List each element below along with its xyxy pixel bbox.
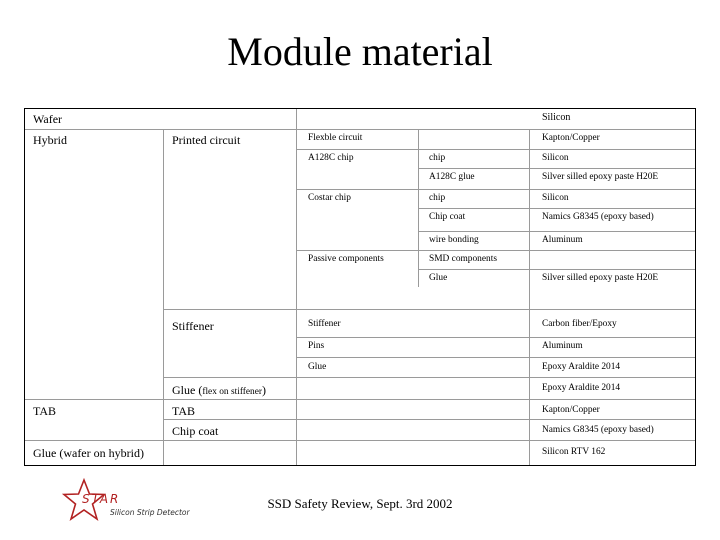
glue-flex-suffix: ) bbox=[262, 383, 267, 397]
glue-wafer-material: Silicon RTV 162 bbox=[542, 447, 606, 457]
table-divider bbox=[296, 149, 695, 150]
smd-components-label: SMD components bbox=[429, 254, 497, 264]
table-divider bbox=[296, 357, 695, 358]
glue-material: Silver silled epoxy paste H20E bbox=[542, 273, 659, 283]
table-divider bbox=[25, 399, 695, 400]
a128c-chip-material: Silicon bbox=[542, 153, 569, 163]
table-divider bbox=[25, 440, 695, 441]
a128c-glue-material: Silver silled epoxy paste H20E bbox=[542, 172, 659, 182]
glue-flex-label bbox=[172, 383, 266, 398]
pins-material: Aluminum bbox=[542, 341, 583, 351]
printed-circuit-label: Printed circuit bbox=[172, 133, 241, 147]
stiffener-label: Stiffener bbox=[172, 319, 214, 333]
star-logo bbox=[62, 478, 212, 524]
flexible-circuit-material: Kapton/Copper bbox=[542, 133, 600, 143]
table-divider bbox=[296, 109, 297, 465]
wire-bonding-material: Aluminum bbox=[542, 235, 583, 245]
page-title: Module material bbox=[227, 29, 493, 74]
a128c-chip-sub: chip bbox=[429, 153, 446, 163]
glue-flex-prefix: Glue ( bbox=[172, 383, 203, 397]
tab-sub-label: TAB bbox=[172, 404, 196, 418]
glue-flex-material: Epoxy Araldite 2014 bbox=[542, 383, 621, 393]
table-divider bbox=[163, 377, 695, 378]
tab-material: Kapton/Copper bbox=[542, 405, 600, 415]
stiffener-sub-label: Stiffener bbox=[308, 319, 341, 329]
flexible-circuit-label: Flexble circuit bbox=[308, 133, 363, 143]
logo-subtitle: Silicon Strip Detector bbox=[110, 508, 190, 517]
tab-label: TAB bbox=[33, 404, 57, 418]
table-divider bbox=[418, 269, 695, 270]
costar-chip-label: Costar chip bbox=[308, 193, 351, 203]
chip-coat-label: Chip coat bbox=[429, 212, 466, 222]
table-divider bbox=[296, 337, 695, 338]
glue-flex-inner: flex on stiffener bbox=[202, 387, 263, 397]
hybrid-label: Hybrid bbox=[33, 133, 67, 147]
footer-text: SSD Safety Review, Sept. 3rd 2002 bbox=[267, 496, 453, 511]
table-divider bbox=[163, 419, 695, 420]
wafer-label: Wafer bbox=[33, 112, 63, 126]
table-divider bbox=[163, 309, 695, 310]
passive-components-label: Passive components bbox=[308, 254, 384, 264]
table-divider bbox=[296, 189, 695, 190]
stiffener-material: Carbon fiber/Epoxy bbox=[542, 319, 617, 329]
chip-coat-material: Namics G8345 (epoxy based) bbox=[542, 212, 654, 222]
pins-label: Pins bbox=[308, 341, 325, 351]
stiffener-glue-label: Glue bbox=[308, 362, 327, 372]
logo-word: STAR bbox=[82, 492, 121, 506]
table-divider bbox=[163, 130, 164, 465]
costar-chip-material: Silicon bbox=[542, 193, 569, 203]
table-divider bbox=[25, 129, 695, 130]
a128c-chip-label: A128C chip bbox=[308, 153, 354, 163]
table-divider bbox=[529, 130, 530, 465]
stiffener-glue-material: Epoxy Araldite 2014 bbox=[542, 362, 621, 372]
table-divider bbox=[418, 231, 695, 232]
table-divider bbox=[418, 168, 695, 169]
a128c-glue-label: A128C glue bbox=[429, 172, 475, 182]
glue-label: Glue bbox=[429, 273, 448, 283]
table-divider bbox=[296, 250, 695, 251]
table-divider bbox=[418, 208, 695, 209]
tab-chip-coat-label: Chip coat bbox=[172, 424, 219, 438]
material-table bbox=[24, 108, 696, 466]
tab-chip-coat-material: Namics G8345 (epoxy based) bbox=[542, 425, 654, 435]
wire-bonding-label: wire bonding bbox=[429, 235, 479, 245]
wafer-material: Silicon bbox=[542, 112, 571, 123]
glue-wafer-label: Glue (wafer on hybrid) bbox=[33, 446, 144, 460]
costar-chip-sub: chip bbox=[429, 193, 446, 203]
